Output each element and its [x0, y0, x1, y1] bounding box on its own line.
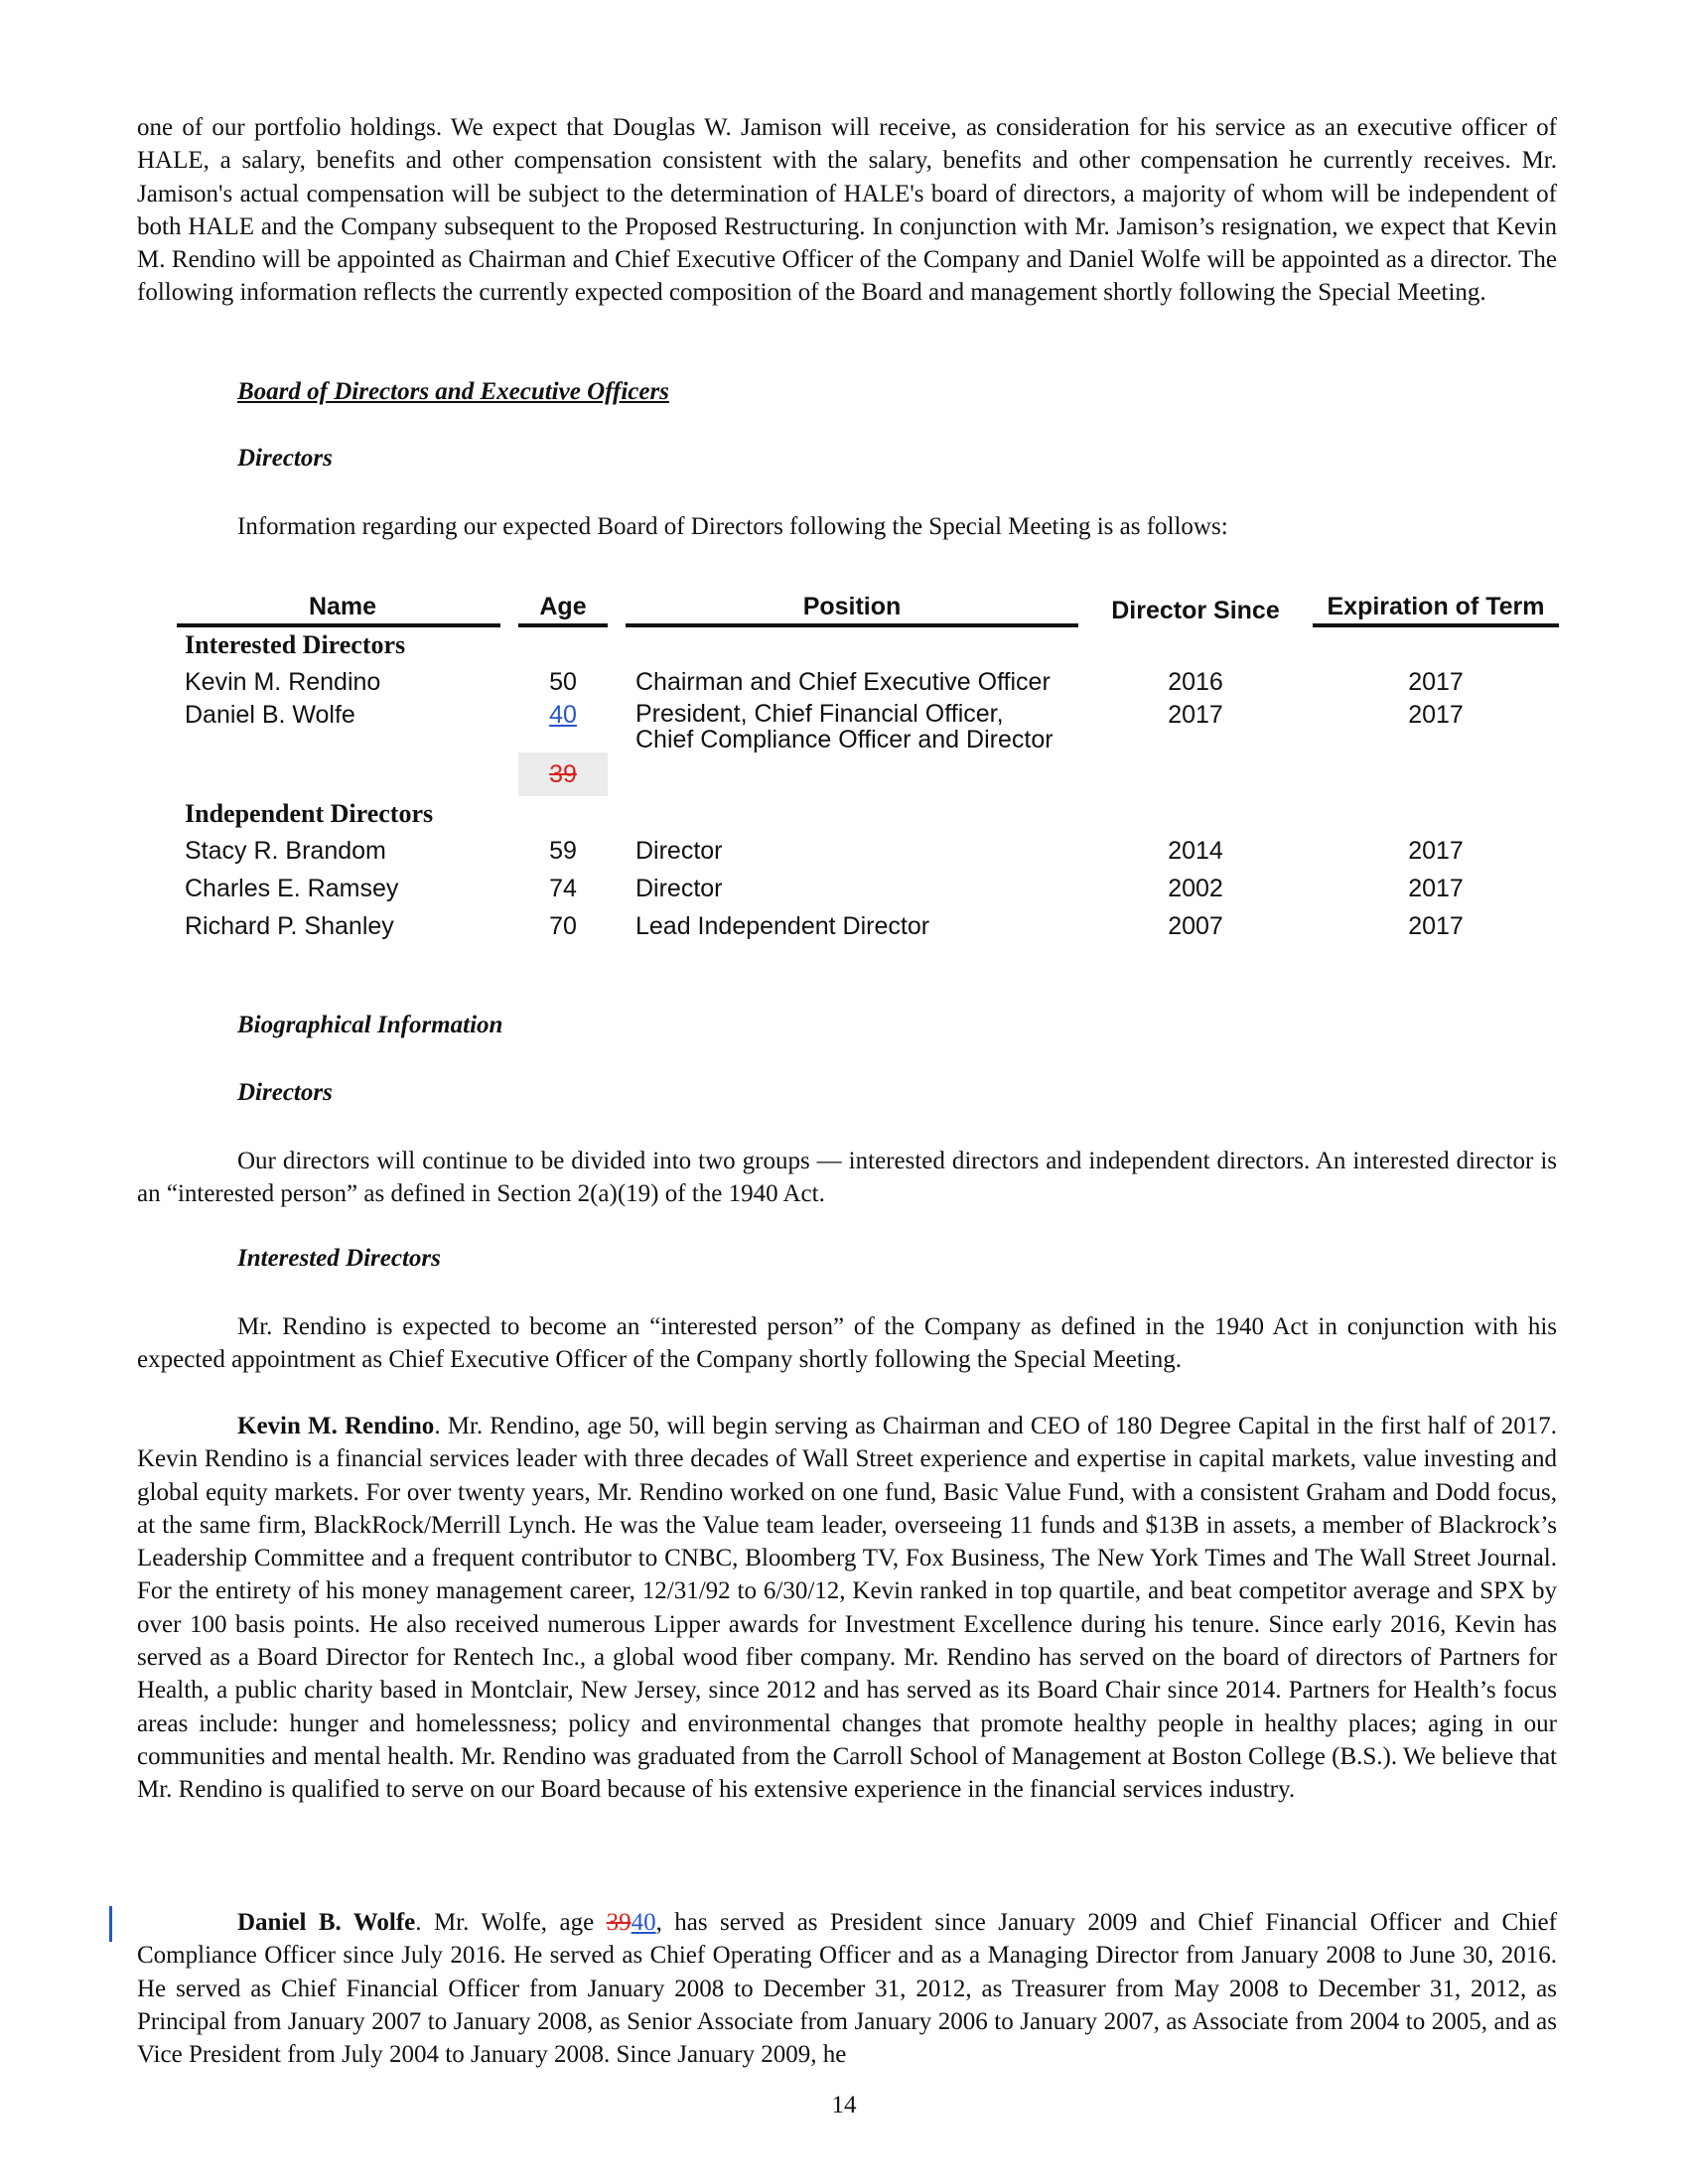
director-age: 74: [549, 875, 577, 902]
header-age: Age: [518, 592, 608, 627]
table-row: [177, 832, 1559, 870]
deleted-age-row: [177, 752, 1559, 796]
rendino-bio: [137, 1410, 1557, 1807]
wolfe-age-inserted: 40: [631, 1909, 656, 1936]
director-since: 2007: [1168, 912, 1223, 940]
director-position: Director: [635, 837, 723, 865]
director-name: Stacy R. Brandom: [185, 837, 386, 865]
table-row: [177, 701, 1559, 752]
director-name: Daniel B. Wolfe: [185, 701, 355, 729]
rendino-interested-paragraph: Mr. Rendino is expected to become an “interested person” of the Company as defined in the 1940 Act in conjunction with his expected appointment as Chief Executive Officer of the Company shortly following the Special Meeting.: [137, 1313, 1557, 1374]
header-director-since: Director Since: [1111, 597, 1280, 624]
wolfe-age-deleted: 39: [606, 1909, 632, 1936]
director-name: Kevin M. Rendino: [185, 668, 381, 696]
director-expiration: 2017: [1408, 837, 1464, 865]
directors-heading-2: Directors: [237, 1079, 333, 1106]
director-expiration: 2017: [1408, 668, 1464, 696]
wolfe-bio-name: Daniel B. Wolfe: [237, 1909, 416, 1936]
board-table: [177, 592, 1559, 945]
table-row: [177, 907, 1559, 945]
director-age-deleted: 39: [549, 760, 577, 788]
header-name: Name: [177, 592, 500, 627]
section-row-interested: [177, 627, 1559, 663]
director-age: 59: [549, 837, 577, 865]
director-age: 70: [549, 912, 577, 940]
interested-directors-label: Interested Directors: [185, 630, 406, 659]
director-position: Chairman and Chief Executive Officer: [635, 668, 1051, 696]
table-row: [177, 870, 1559, 907]
director-since: 2017: [1168, 701, 1223, 729]
director-expiration: 2017: [1408, 875, 1464, 902]
board-heading: Board of Directors and Executive Officers: [237, 378, 669, 405]
table-row: [177, 663, 1559, 701]
director-age-inserted: 40: [549, 701, 577, 729]
biographical-heading: Biographical Information: [237, 1012, 503, 1038]
director-position-line1: President, Chief Financial Officer,: [635, 700, 1004, 728]
independent-directors-label: Independent Directors: [185, 799, 434, 828]
change-bar: [109, 1906, 112, 1942]
table-header-row: [177, 592, 1559, 627]
header-expiration: Expiration of Term: [1313, 592, 1559, 627]
rendino-bio-name: Kevin M. Rendino: [237, 1413, 435, 1439]
wolfe-bio: [137, 1906, 1557, 2071]
director-name: Charles E. Ramsey: [185, 875, 399, 902]
director-age: 50: [549, 668, 577, 696]
director-position-line2: Chief Compliance Officer and Director: [635, 726, 1054, 753]
rendino-bio-text: . Mr. Rendino, age 50, will begin serving as Chairman and CEO of 180 Degree Capital in the first half of 2017. Kevin Rendino is a financial services leader with three decades of Wall Street experience and expertise in capital markets, value investing and global equity markets. For over twenty years, Mr. Rendino worked on one fund, Basic Value Fund, with a consistent Graham and Dodd focus, at the same firm, BlackRock/Merrill Lynch. He was the Value team leader, overseeing 11 funds and $13B in assets, a member of Blackrock’s Leadership Committee and a frequent contributor to CNBC, Bloomberg TV, Fox Business, The New York Times and The Wall Street Journal. For the entirety of his money management career, 12/31/92 to 6/30/12, Kevin ranked in top quartile, and beat competitor average and SPX by over 100 basis points. He also received numerous Lipper awards for Investment Excellence during his tenure. Since early 2016, Kevin has served as a Board Director for Rentech Inc., a global wood fiber company. Mr. Rendino has served on the board of directors of Partners for Health, a public charity based in Montclair, New Jersey, since 2012 and has served as its Board Chair since 2014. Partners for Health’s focus areas include: hunger and homelessness; policy and environmental changes that promote healthy people in healthy places; aging in our communities and mental health. Mr. Rendino was graduated from the Carroll School of Management at Boston College (B.S.). We believe that Mr. Rendino is qualified to serve on our Board because of his extensive experience in the financial services industry.: [137, 1413, 1557, 1804]
groups-paragraph: Our directors will continue to be divided into two groups — interested directors and independent directors. An interested director is an “interested person” as defined in Section 2(a)(19) of the 1940 Act.: [137, 1148, 1557, 1208]
directors-heading: Directors: [237, 445, 333, 472]
director-expiration: 2017: [1408, 912, 1464, 940]
director-position: Lead Independent Director: [635, 912, 930, 940]
director-since: 2016: [1168, 668, 1223, 696]
director-name: Richard P. Shanley: [185, 912, 394, 940]
director-since: 2002: [1168, 875, 1223, 902]
director-expiration: 2017: [1408, 701, 1464, 729]
wolfe-bio-pre: . Mr. Wolfe, age: [415, 1909, 607, 1936]
intro-paragraph: one of our portfolio holdings. We expect that Douglas W. Jamison will receive, as consideration for his service as an executive officer of HALE, a salary, benefits and other compensation consistent with the salary, benefits and other compensation he currently receives. Mr. Jamison's actual compensation will be subject to the determination of HALE's board of directors, a majority of whom will be independent of both HALE and the Company subsequent to the Proposed Restructuring. In conjunction with Mr. Jamison’s resignation, we expect that Kevin M. Rendino will be appointed as Chairman and Chief Executive Officer of the Company and Daniel Wolfe will be appointed as a director. The following information reflects the currently expected composition of the Board and management shortly following the Special Meeting.: [137, 114, 1557, 307]
table-intro: Information regarding our expected Board of Directors following the Special Meeting is as follows:: [237, 513, 1228, 540]
section-row-independent: [177, 796, 1559, 832]
page-number: 14: [831, 2092, 857, 2118]
header-position: Position: [626, 592, 1078, 627]
director-position: Director: [635, 875, 723, 902]
interested-directors-heading: Interested Directors: [237, 1245, 441, 1272]
director-since: 2014: [1168, 837, 1223, 865]
wolfe-bio-text: , has served as President since January 2009 and Chief Financial Officer and Chief Compliance Officer since July 2016. He served as Chief Operating Officer and as a Managing Director from January 2008 to June 30, 2016. He served as Chief Financial Officer from January 2008 to December 31, 2012, as Treasurer from May 2008 to December 31, 2012, as Principal from January 2007 to January 2008, as Senior Associate from January 2006 to January 2007, as Associate from 2004 to 2005, and as Vice President from July 2004 to January 2008. Since January 2009, he: [137, 1909, 1557, 2069]
